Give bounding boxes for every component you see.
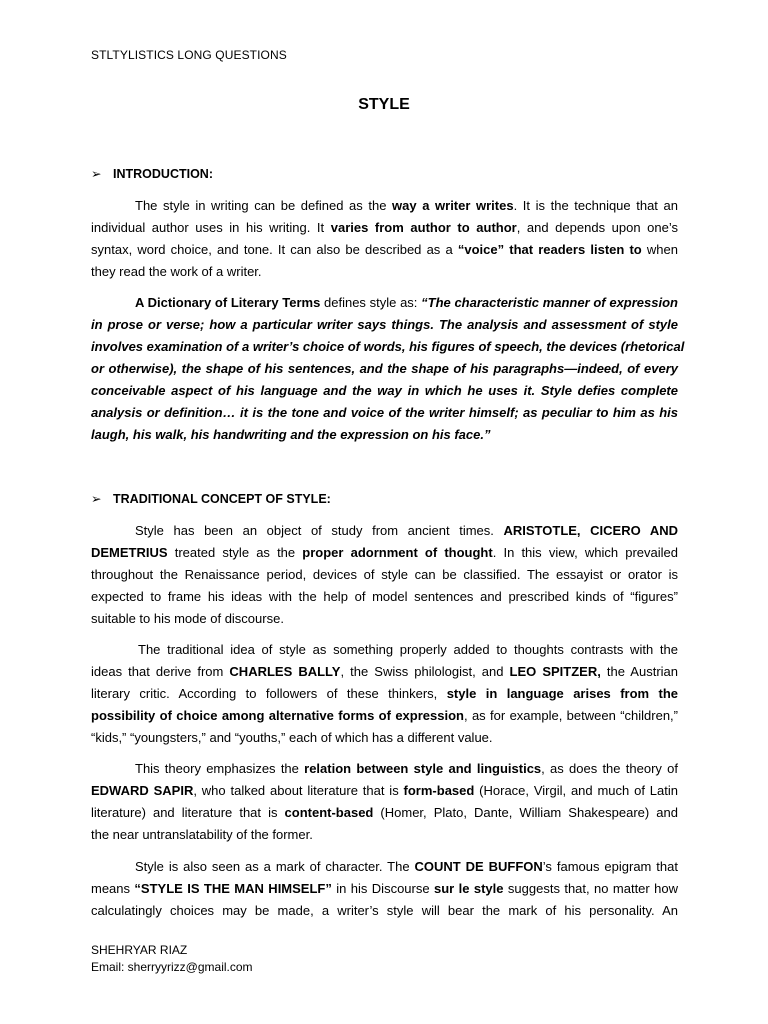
section-heading-introduction (91, 166, 213, 181)
page-footer (91, 942, 253, 976)
arrow-bullet-icon: ➢ (91, 492, 102, 506)
arrow-bullet-icon: ➢ (91, 167, 102, 181)
footer-author-name: SHEHRYAR RIAZ (91, 943, 188, 957)
page-title: STYLE (358, 96, 410, 113)
paragraph-buffon: Style is also seen as a mark of character. The COUNT DE BUFFON’s famous epigram that means “STYLE IS THE MAN HIMSELF” in his Discourse sur le style suggests that, no matter how calculatingly choices may be made, a writer’s style will bear the mark of his personality. An (91, 859, 678, 918)
paragraph-traditional-concept: Style has been an object of study from ancient times. ARISTOTLE, CICERO AND DEMETRIUS treated style as the proper adornment of thought. In this view, which prevailed throughout the Renaissance period, devices of style can be classified. The essayist or orator is expected to frame his ideas with the help of model sentences and prescribed kinds of “figures” suitable to his mode of discourse. (91, 523, 678, 626)
paragraph-bally-spitzer: The traditional idea of style as something properly added to thoughts contrasts with the ideas that derive from CHARLES BALLY, the Swiss philologist, and LEO SPITZER, the Austrian literary critic. According to followers of these thinkers, style in language arises from the possibility of choice among alternative forms of expression, as for example, between “children,” “kids,” “youngsters,” and “youths,” each of which has a different value. (91, 642, 679, 745)
section-heading-label: INTRODUCTION: (113, 167, 213, 181)
footer-email: Email: sherryyrizz@gmail.com (91, 960, 253, 974)
section-heading-traditional-concept (91, 491, 331, 506)
paragraph-sapir: This theory emphasizes the relation between style and linguistics, as does the theory of EDWARD SAPIR, who talked about literature that is form-based (Horace, Virgil, and much of Latin literature) and literature that is content-based (Homer, Plato, Dante, William Shakespeare) and the near untranslatability of the former. (91, 761, 678, 842)
page-header: STLTYLISTICS LONG QUESTIONS (91, 48, 287, 62)
section-heading-label: TRADITIONAL CONCEPT OF STYLE: (113, 492, 331, 506)
paragraph-introduction: The style in writing can be defined as the way a writer writes. It is the technique that an individual author uses in his writing. It varies from author to author, and depends upon one’s syntax, word choice, and tone. It can also be described as a “voice” that readers listen to when they read the work of a writer. (91, 198, 678, 279)
paragraph-definition-quote: A Dictionary of Literary Terms defines style as: “The characteristic manner of expression in prose or verse; how a particular writer says things. The analysis and assessment of style involves examination of a writer’s choice of words, his figures of speech, the devices (rhetorical or otherwise), the shape of his sentences, and the shape of his paragraphs—indeed, of every conceivable aspect of his language and the way in which he uses it. Style defies complete analysis or definition… it is the tone and voice of the writer himself; as peculiar to him as his laugh, his walk, his handwriting and the expression on his face.” (91, 295, 685, 442)
